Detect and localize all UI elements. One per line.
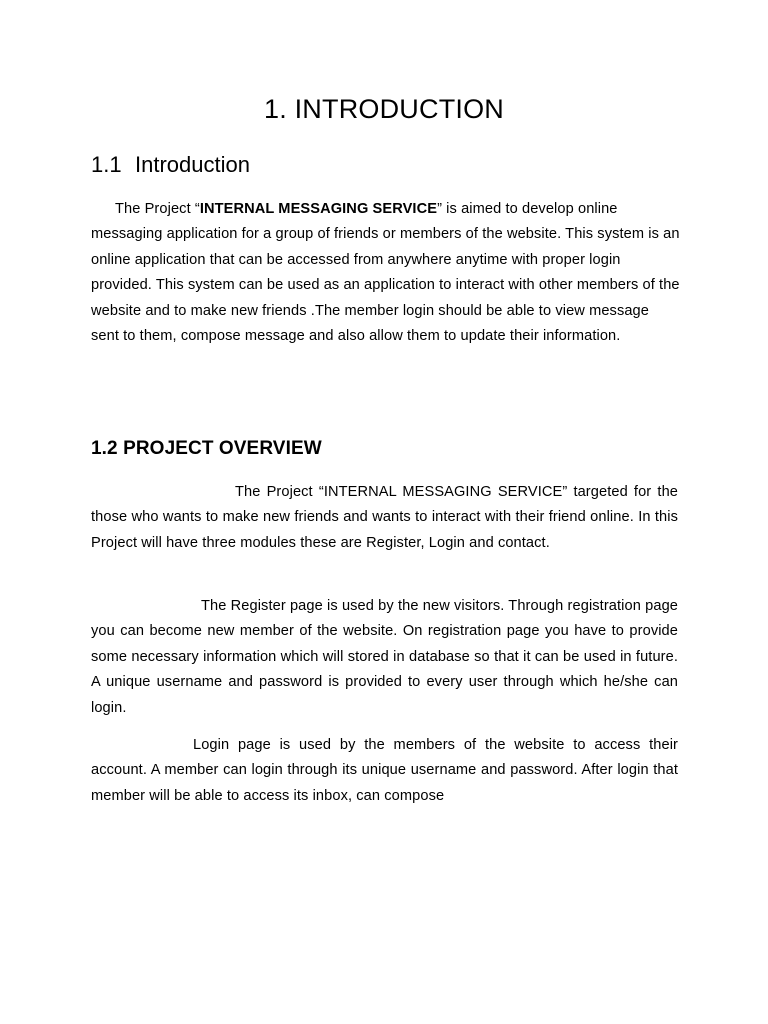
document-title: 1. INTRODUCTION <box>263 94 504 124</box>
intro-text-before: The Project “ <box>115 201 200 217</box>
login-paragraph <box>91 733 678 809</box>
register-text: The Register page is used by the new visitors. Through registration page you can become new member of the website. On registration page you have to provide some necessary information which will stored in database so that it can be used in future. A unique username and password is provided to every user through which he/she can login. <box>91 598 678 716</box>
section-number: 1.1 <box>91 152 122 177</box>
introduction-paragraph <box>91 197 681 349</box>
login-text: Login page is used by the members of the website to access their account. A member can login through its unique username and password. After login that member will be able to access its inbox, can compose <box>91 737 678 804</box>
register-paragraph <box>91 594 678 721</box>
overview-text: The Project “INTERNAL MESSAGING SERVICE” targeted for the those who wants to make new friends and wants to interact with their friend online. In this Project will have three modules these are Register, Login and contact. <box>91 484 678 551</box>
section-heading-project-overview: 1.2 PROJECT OVERVIEW <box>91 438 322 459</box>
project-name-bold: INTERNAL MESSAGING SERVICE <box>199 201 438 217</box>
section-heading-introduction <box>91 152 250 178</box>
section-title: Introduction <box>135 152 250 177</box>
overview-paragraph <box>91 480 678 556</box>
intro-text-after: ” is aimed to develop online messaging application for a group of friends or members of the website. This system is an online application that can be accessed from anywhere anytime with proper login provided. This system can be used as an application to interact with other members of the website and to make new friends .The member login should be able to view message sent to them, compose message and also allow them to update their information. <box>91 201 680 345</box>
